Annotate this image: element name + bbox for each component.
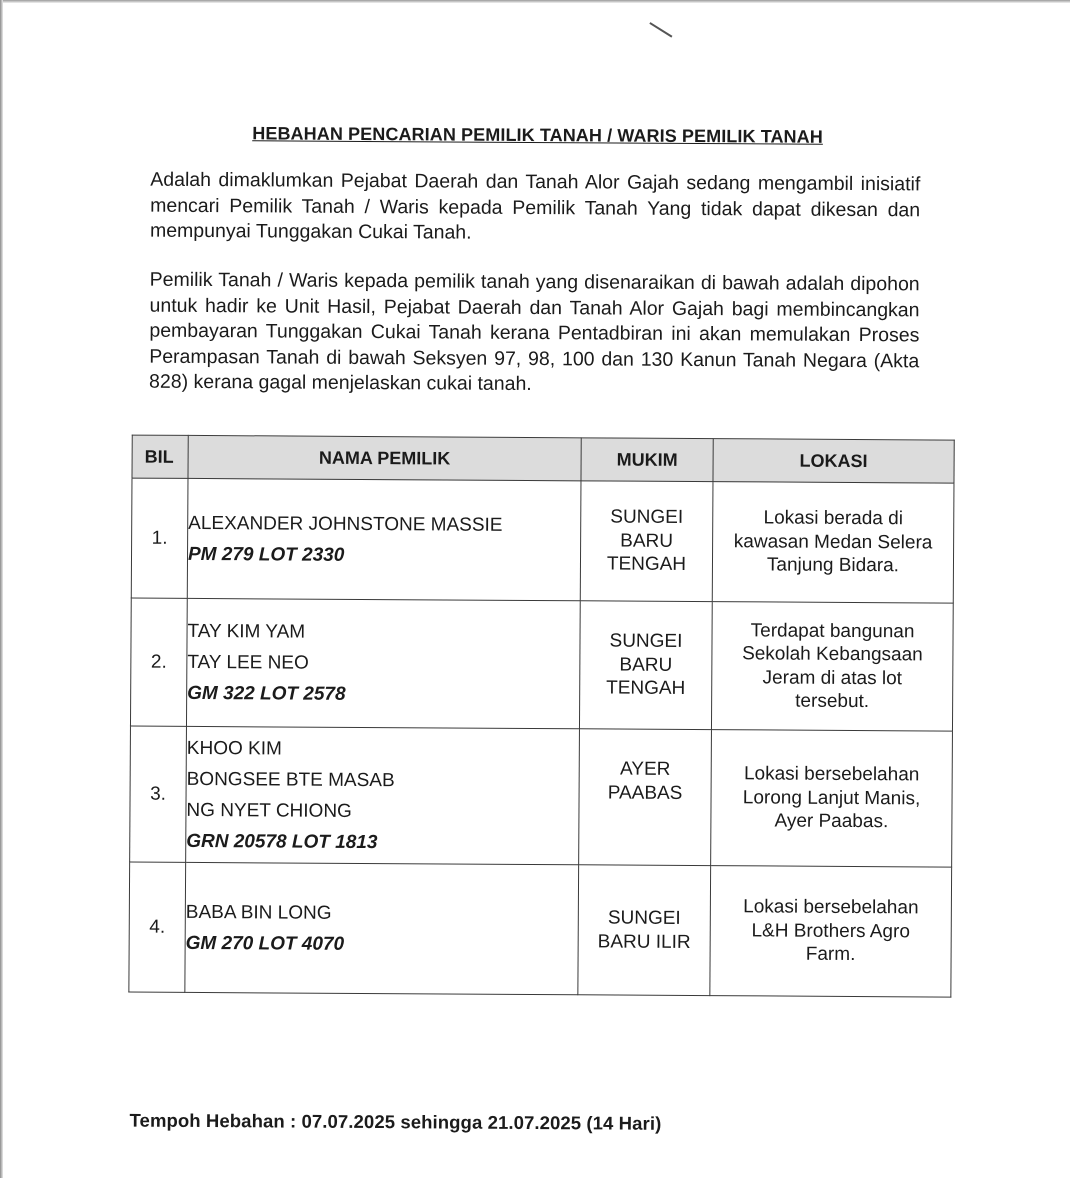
mukim-line: SUNGEI [609,630,683,653]
owner-name: NG NYET CHIONG [186,799,352,822]
header-mukim: MUKIM [581,438,713,482]
mukim-line: TENGAH [606,553,687,576]
row-number: 3. [130,726,187,862]
lokasi-line: Jeram di atas lot [762,666,903,689]
owner-name: ALEXANDER JOHNSTONE MASSIE [188,512,503,536]
table-row [130,598,953,731]
owner-cell [185,862,579,994]
row-number: 1. [131,478,188,598]
table-header-row [132,435,954,483]
lokasi-cell [712,482,954,603]
document-title: HEBAHAN PENCARIAN PEMILIK TANAH / WARIS PEMILIK TANAH [252,123,823,147]
header-lokasi: LOKASI [713,439,954,483]
row-number: 2. [130,598,187,726]
lokasi-line: Lorong Lanjut Manis, [742,787,921,810]
row-number: 4. [129,862,186,992]
header-bil: BIL [132,435,188,478]
table-body [129,478,954,997]
owner-cell [186,726,580,864]
lot-number: GRN 20578 LOT 1813 [186,830,378,853]
table-row [130,726,953,867]
owner-cell [187,478,581,600]
mukim-line: SUNGEI [607,907,681,929]
owner-name: TAY KIM YAM [187,620,306,643]
owner-name: BABA BIN LONG [185,901,332,924]
mukim-line: PAABAS [607,781,683,804]
lokasi-cell [711,730,953,867]
lokasi-line: Tanjung Bidara. [766,554,900,577]
lot-number: PM 279 LOT 2330 [187,543,345,566]
mukim-line: SUNGEI [610,506,684,529]
lokasi-line: L&H Brothers Agro [751,920,911,943]
mukim-cell [579,729,712,866]
mukim-line: BARU [619,654,673,676]
table-row [129,862,952,997]
lokasi-line: kawasan Medan Selera [733,530,933,554]
mukim-line: BARU [620,530,674,552]
mukim-cell [580,481,713,602]
table-row [131,478,954,603]
lokasi-line: Lokasi bersebelahan [743,763,920,786]
owner-name: BONGSEE BTE MASAB [186,768,395,791]
header-nama-pemilik: NAMA PEMILIK [188,435,581,480]
lokasi-cell [710,866,952,997]
lokasi-line: Lokasi bersebelahan [743,896,919,919]
lokasi-line: Farm. [805,943,856,966]
owner-cell [186,598,580,728]
mukim-line: TENGAH [606,677,686,700]
lokasi-line: Sekolah Kebangsaan [742,643,923,666]
lot-number: GM 270 LOT 4070 [185,932,345,955]
lokasi-cell [711,602,953,731]
mukim-line: AYER [619,758,671,780]
mukim-line: BARU ILIR [597,930,691,953]
mukim-cell [578,865,711,996]
lokasi-line: Lokasi berada di [763,507,904,530]
land-owner-table [128,435,954,998]
lot-number: GM 322 LOT 2578 [187,682,346,705]
lokasi-line: Ayer Paabas. [774,810,889,833]
instruction-paragraph: Pemilik Tanah / Waris kepada pemilik tanah yang disenaraikan di bawah adalah dipohon untuk hadir ke Unit Hasil, Pejabat Daerah dan Tanah Alor Gajah bagi membincangkan pembayaran Tunggakan Cukai Tanah kerana Pentadbiran ini akan memulakan Proses Perampasan Tanah di bawah Seksyen 97, 98, 100 dan 130 Kanun Tanah Negara (Akta 828) kerana gagal menjelaskan cukai tanah. [149,268,920,396]
lokasi-line: tersebut. [795,690,870,713]
mukim-cell [579,601,712,730]
lokasi-line: Terdapat bangunan [750,619,915,642]
owner-name: KHOO KIM [186,737,282,759]
owner-name: TAY LEE NEO [187,651,309,674]
announcement-period: Tempoh Hebahan : 07.07.2025 sehingga 21.07.2025 (14 Hari) [129,1109,662,1134]
intro-paragraph: Adalah dimaklumkan Pejabat Daerah dan Tanah Alor Gajah sedang mengambil inisiatif mencari Pemilik Tanah / Waris kepada Pemilik Tanah Yang tidak dapat dikesan dan mempunyai Tunggakan Cukai Tanah. [149,168,921,244]
